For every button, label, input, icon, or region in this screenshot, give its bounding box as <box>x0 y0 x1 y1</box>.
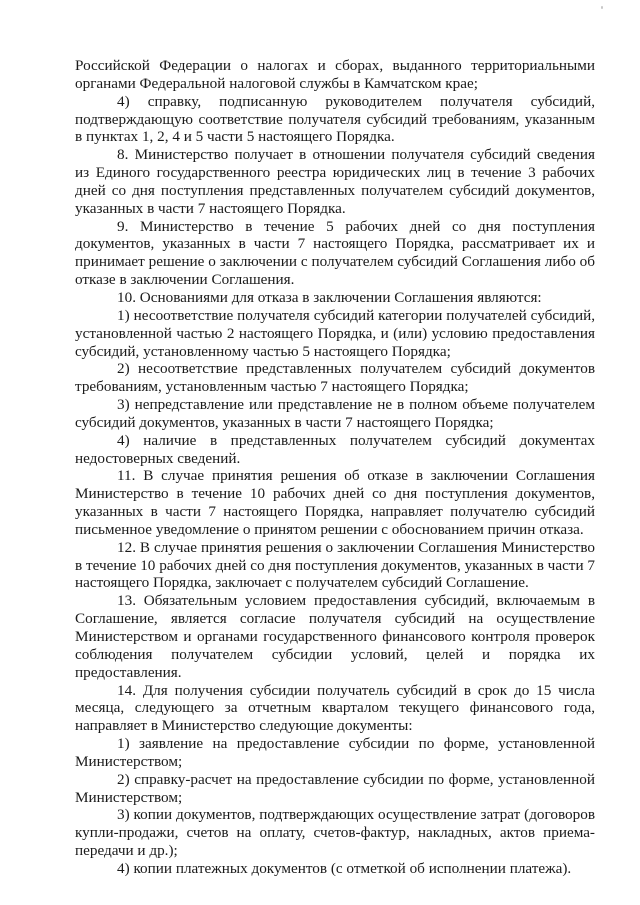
document-body <box>75 57 595 878</box>
paragraph-13: 13. Обязательным условием предоставления субсидий, включаемым в Соглашение, является согласие получателя субсидий на осуществление Министерством и органами государственного финансового контроля проверок соблюдения получателем субсидии условий, целей и порядка их предоставления. <box>75 592 595 681</box>
paragraph-12: 12. В случае принятия решения о заключении Соглашения Министерство в течение 10 рабочих дней со дня поступления документов, указанных в части 7 настоящего Порядка, заключает с получателем субсидий Соглашение. <box>75 538 595 592</box>
paragraph-14-item-2: 2) справку-расчет на предоставление субсидии по форме, установленной Министерством; <box>75 770 595 806</box>
paragraph-10-item-4: 4) наличие в представленных получателем субсидий документах недостоверных сведений. <box>75 431 595 467</box>
scan-speck <box>601 6 603 9</box>
paragraph-9: 9. Министерство в течение 5 рабочих дней со дня поступления документов, указанных в части 7 настоящего Порядка, рассматривает их и принимает решение о заключении с получателем субсидий Соглашения либо об отказе в заключении Соглашения. <box>75 217 595 289</box>
paragraph-14-item-4: 4) копии платежных документов (с отметкой об исполнении платежа). <box>117 859 572 877</box>
paragraph-11: 11. В случае принятия решения об отказе в заключении Соглашения Министерство в течение 10 рабочих дней со дня поступления документов, указанных в части 7 настоящего Порядка, направляет получателю субсидий письменное уведомление о принятом решении с обоснованием причин отказа. <box>75 467 595 538</box>
paragraph-10-item-1: 1) несоответствие получателя субсидий категории получателей субсидий, установленной частью 2 настоящего Порядка, и (или) условию предоставления субсидий, установленному частью 5 настоящего Порядка; <box>75 306 595 360</box>
paragraph-14-item-1: 1) заявление на предоставление субсидии по форме, установленной Министерством; <box>75 735 595 770</box>
paragraph-item-4: 4) справку, подписанную руководителем получателя субсидий, подтверждающую соответствие получателя субсидий требованиям, указанным в пунктах 1, 2, 4 и 5 части 5 настоящего Порядка. <box>75 92 595 146</box>
paragraph-10-item-2: 2) несоответствие представленных получателем субсидий документов требованиям, установленным частью 7 настоящего Порядка; <box>75 360 595 396</box>
paragraph-continuation: Российской Федерации о налогах и сборах, выданного территориальными органами Федеральной налоговой службы в Камчатском крае; <box>75 57 595 92</box>
paragraph-14-item-3: 3) копии документов, подтверждающих осуществление затрат (договоров купли-продажи, счетов на оплату, счетов-фактур, накладных, актов приема-передачи и др.); <box>75 806 595 860</box>
paragraph-10: 10. Основаниями для отказа в заключении Соглашения являются: <box>117 288 542 306</box>
paragraph-14: 14. Для получения субсидии получатель субсидий в срок до 15 числа месяца, следующего за отчетным кварталом текущего финансового года, направляет в Министерство следующие документы: <box>75 681 595 735</box>
paragraph-8: 8. Министерство получает в отношении получателя субсидий сведения из Единого государственного реестра юридических лиц в течение 3 рабочих дней со дня поступления представленных получателем субсидий документов, указанных в части 7 настоящего Порядка. <box>75 146 595 217</box>
paragraph-10-item-3: 3) непредставление или представление не в полном объеме получателем субсидий документов, указанных в части 7 настоящего Порядка; <box>75 396 595 431</box>
